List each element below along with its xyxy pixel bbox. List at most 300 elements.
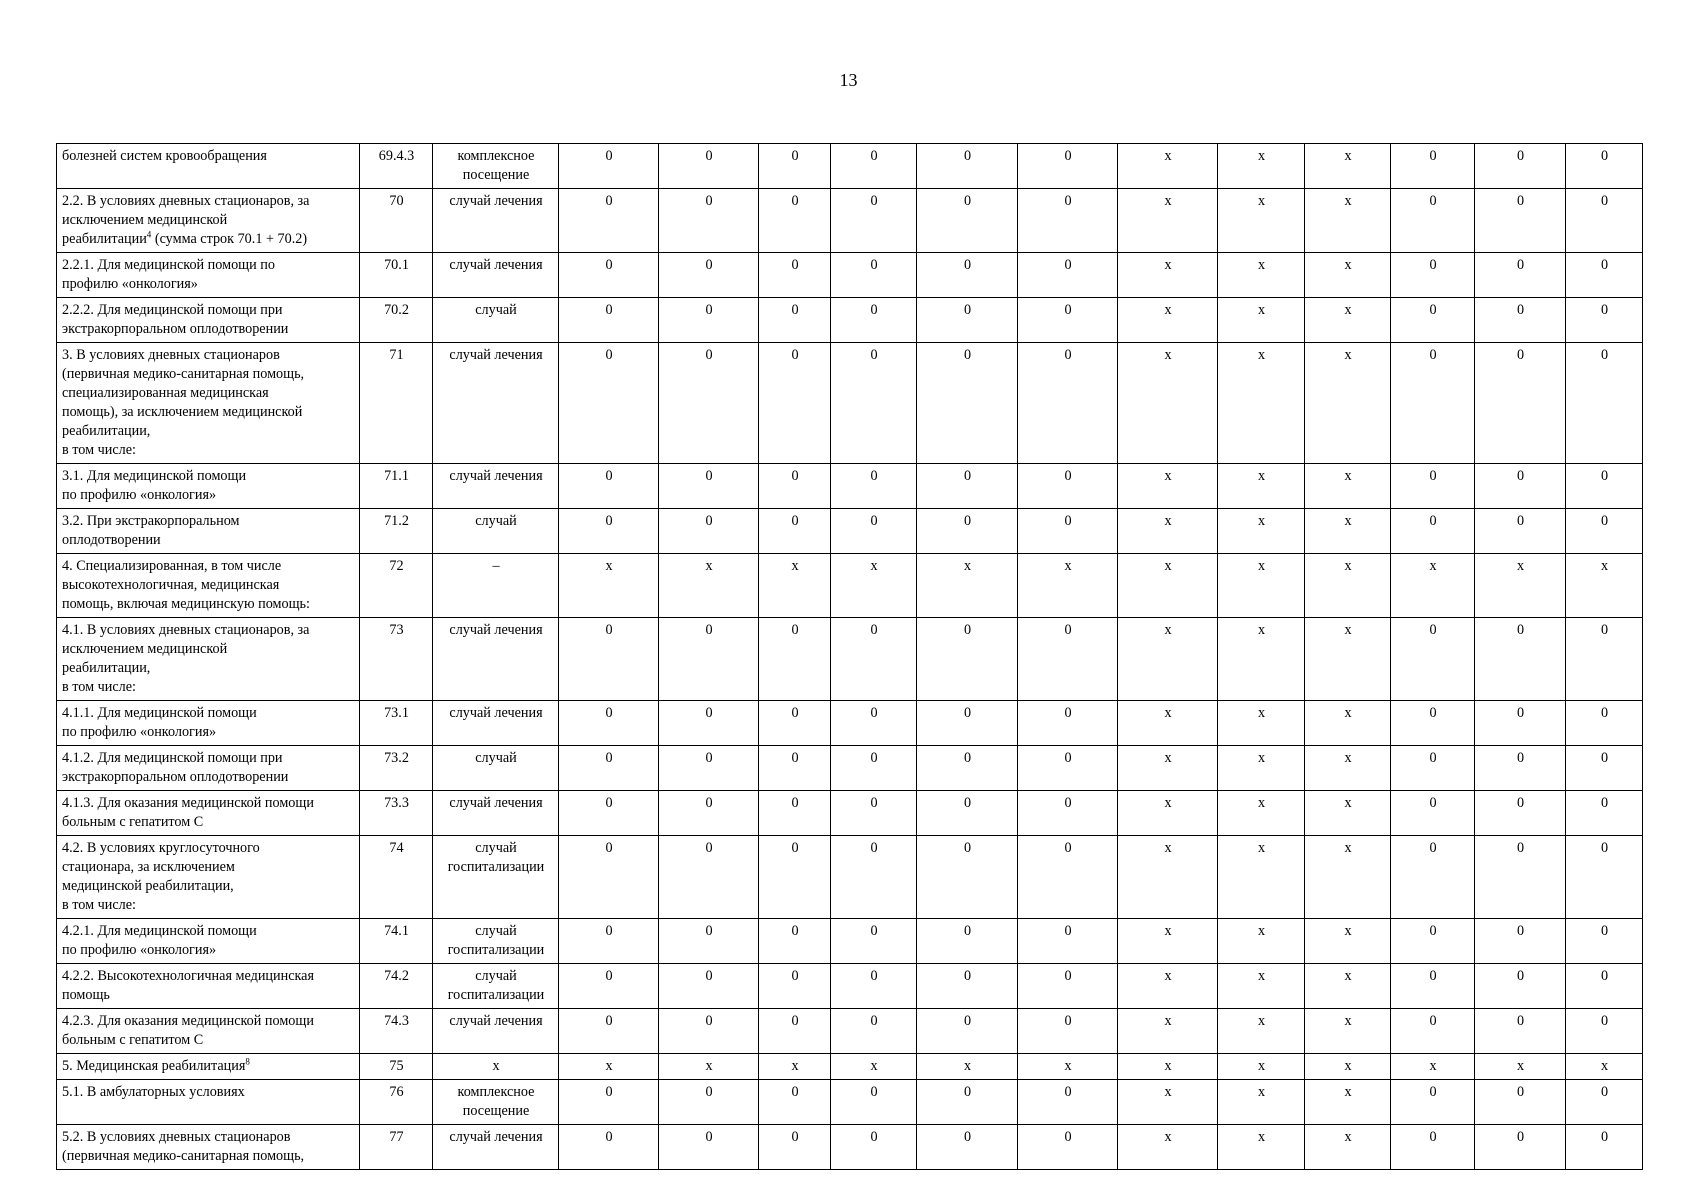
row-value: х (1218, 746, 1305, 791)
row-value: 0 (917, 1125, 1018, 1170)
row-value: х (1118, 701, 1218, 746)
row-value: х (1118, 1009, 1218, 1054)
row-value: 0 (559, 836, 659, 919)
row-unit: случай лечения (433, 343, 559, 464)
row-unit: случай лечения (433, 253, 559, 298)
row-value: 0 (1018, 919, 1118, 964)
row-value: х (1305, 964, 1391, 1009)
row-value: 0 (1018, 964, 1118, 1009)
table-row (57, 144, 1643, 189)
table-row (57, 964, 1643, 1009)
row-value: 0 (1391, 701, 1475, 746)
row-value: 0 (559, 1009, 659, 1054)
row-value: х (1118, 1054, 1218, 1080)
row-value: 0 (917, 144, 1018, 189)
row-code: 70.1 (360, 253, 433, 298)
table-row (57, 1009, 1643, 1054)
row-name-cell (57, 1125, 360, 1170)
row-name-cell (57, 746, 360, 791)
row-name-cell (57, 919, 360, 964)
row-value: 0 (1018, 298, 1118, 343)
row-value: 0 (559, 509, 659, 554)
row-name: 4.2.3. Для оказания медицинской помощи больным с гепатитом С (62, 1013, 314, 1048)
row-value: 0 (759, 253, 831, 298)
row-value: 0 (1566, 1009, 1643, 1054)
row-value: 0 (659, 464, 759, 509)
row-value: х (1118, 144, 1218, 189)
row-name: 4.1.1. Для медицинской помощи по профилю «онкология» (62, 705, 257, 740)
row-value: 0 (759, 746, 831, 791)
row-value: 0 (1391, 343, 1475, 464)
row-value: 0 (1566, 964, 1643, 1009)
row-value: 0 (559, 464, 659, 509)
row-value: 0 (759, 1080, 831, 1125)
row-unit: случай лечения (433, 618, 559, 701)
row-value: х (831, 554, 917, 618)
row-value: 0 (831, 618, 917, 701)
row-value: 0 (1475, 1080, 1566, 1125)
row-code: 75 (360, 1054, 433, 1080)
row-code: 73.3 (360, 791, 433, 836)
table-row (57, 1054, 1643, 1080)
row-value: 0 (917, 1009, 1018, 1054)
row-value: 0 (1391, 964, 1475, 1009)
row-unit: случай (433, 509, 559, 554)
table-row (57, 464, 1643, 509)
row-value: 0 (1018, 509, 1118, 554)
row-value: 0 (659, 746, 759, 791)
row-value: 0 (831, 1125, 917, 1170)
row-value: 0 (831, 1009, 917, 1054)
row-name: 3. В условиях дневных стационаров (первичная медико-санитарная помощь, специализированная медицинская помощь), за исключением медицинской реабилитации, в том числе: (62, 347, 305, 458)
row-value: 0 (559, 791, 659, 836)
row-value: 0 (1391, 618, 1475, 701)
row-name-cell (57, 701, 360, 746)
row-code: 71.2 (360, 509, 433, 554)
row-unit: случай лечения (433, 1009, 559, 1054)
row-name-tail: (сумма строк 70.1 + 70.2) (151, 231, 308, 247)
row-name: 5. Медицинская реабилитация (62, 1058, 246, 1074)
row-value: 0 (559, 746, 659, 791)
row-name-cell (57, 791, 360, 836)
row-value: 0 (1018, 189, 1118, 253)
row-value: х (1218, 298, 1305, 343)
row-value: х (1305, 701, 1391, 746)
row-value: х (1118, 464, 1218, 509)
row-value: х (1118, 618, 1218, 701)
row-name: 3.1. Для медицинской помощи по профилю «онкология» (62, 468, 247, 503)
row-value: 0 (1391, 836, 1475, 919)
row-value: 0 (659, 189, 759, 253)
row-value: 0 (1018, 464, 1118, 509)
row-value: х (1305, 1080, 1391, 1125)
row-value: 0 (1566, 298, 1643, 343)
row-value: 0 (1475, 509, 1566, 554)
row-value: 0 (559, 144, 659, 189)
row-value: 0 (831, 964, 917, 1009)
row-value: 0 (1566, 791, 1643, 836)
row-value: х (917, 1054, 1018, 1080)
row-value: х (917, 554, 1018, 618)
row-unit: случай лечения (433, 464, 559, 509)
row-name-cell (57, 144, 360, 189)
row-name: 4.1.2. Для медицинской помощи при экстракорпоральном оплодотворении (62, 750, 289, 785)
row-code: 72 (360, 554, 433, 618)
row-value: 0 (1475, 964, 1566, 1009)
row-value: 0 (759, 964, 831, 1009)
row-value: 0 (917, 464, 1018, 509)
row-value: 0 (759, 836, 831, 919)
row-value: х (1218, 1009, 1305, 1054)
row-value: 0 (831, 1080, 917, 1125)
table-body (57, 144, 1643, 1170)
row-unit: случай (433, 746, 559, 791)
table-row (57, 791, 1643, 836)
row-value: 0 (1475, 144, 1566, 189)
row-value: 0 (1566, 836, 1643, 919)
footnote-mark: 8 (245, 1056, 250, 1067)
row-value: 0 (1566, 343, 1643, 464)
row-value: х (1118, 791, 1218, 836)
row-name-cell (57, 253, 360, 298)
row-value: 0 (559, 1080, 659, 1125)
row-value: 0 (1566, 701, 1643, 746)
row-value: 0 (917, 509, 1018, 554)
row-value: 0 (659, 144, 759, 189)
row-name-cell (57, 1009, 360, 1054)
row-value: х (1118, 298, 1218, 343)
row-name: 4.2.1. Для медицинской помощи по профилю «онкология» (62, 923, 257, 958)
row-value: 0 (917, 1080, 1018, 1125)
row-value: 0 (917, 618, 1018, 701)
row-value: х (1118, 1080, 1218, 1125)
row-value: 0 (917, 701, 1018, 746)
table-row (57, 836, 1643, 919)
row-value: 0 (1566, 618, 1643, 701)
row-value: 0 (1475, 791, 1566, 836)
row-value: х (1118, 554, 1218, 618)
row-value: х (1218, 1080, 1305, 1125)
row-value: 0 (1018, 1009, 1118, 1054)
row-value: х (1305, 189, 1391, 253)
row-code: 71.1 (360, 464, 433, 509)
table-row (57, 509, 1643, 554)
row-code: 70.2 (360, 298, 433, 343)
row-value: 0 (559, 298, 659, 343)
row-code: 69.4.3 (360, 144, 433, 189)
row-value: х (1305, 618, 1391, 701)
row-value: 0 (1018, 701, 1118, 746)
row-value: 0 (1475, 298, 1566, 343)
row-value: 0 (659, 836, 759, 919)
row-value: х (1305, 253, 1391, 298)
row-name-cell (57, 836, 360, 919)
row-value: х (1218, 144, 1305, 189)
row-value: х (1218, 701, 1305, 746)
row-value: х (1305, 144, 1391, 189)
row-value: х (1218, 836, 1305, 919)
row-value: 0 (659, 298, 759, 343)
row-value: 0 (917, 964, 1018, 1009)
row-name: 2.2.2. Для медицинской помощи при экстракорпоральном оплодотворении (62, 302, 289, 337)
row-value: х (1475, 554, 1566, 618)
table-row (57, 746, 1643, 791)
row-value: х (1218, 964, 1305, 1009)
row-name-cell (57, 964, 360, 1009)
row-value: х (1391, 1054, 1475, 1080)
row-value: 0 (1391, 144, 1475, 189)
row-value: 0 (1475, 253, 1566, 298)
row-value: 0 (831, 253, 917, 298)
row-value: х (1118, 509, 1218, 554)
table-row (57, 1125, 1643, 1170)
row-value: 0 (659, 343, 759, 464)
row-value: 0 (659, 964, 759, 1009)
row-name: 2.2. В условиях дневных стационаров, за исключением медицинской реабилитации (62, 193, 310, 247)
row-name: 4.1.3. Для оказания медицинской помощи больным с гепатитом С (62, 795, 314, 830)
row-unit: случай госпитализации (433, 836, 559, 919)
row-unit: случай лечения (433, 1125, 559, 1170)
table-row (57, 618, 1643, 701)
row-value: 0 (1018, 618, 1118, 701)
row-value: х (1305, 791, 1391, 836)
row-value: х (759, 554, 831, 618)
table-row (57, 701, 1643, 746)
row-value: х (1305, 554, 1391, 618)
row-value: 0 (759, 618, 831, 701)
row-value: х (1305, 1009, 1391, 1054)
row-value: 0 (659, 919, 759, 964)
row-name-cell (57, 509, 360, 554)
row-value: 0 (831, 701, 917, 746)
row-value: 0 (831, 343, 917, 464)
row-value: 0 (759, 701, 831, 746)
row-name: 4.1. В условиях дневных стационаров, за исключением медицинской реабилитации, в том числе: (62, 622, 310, 695)
row-value: х (1305, 1125, 1391, 1170)
row-value: 0 (917, 791, 1018, 836)
row-value: х (1218, 253, 1305, 298)
row-value: х (1218, 1125, 1305, 1170)
row-value: х (1475, 1054, 1566, 1080)
row-unit: случай (433, 298, 559, 343)
row-value: х (1218, 1054, 1305, 1080)
row-value: 0 (831, 144, 917, 189)
row-value: 0 (759, 144, 831, 189)
row-value: 0 (659, 1125, 759, 1170)
row-value: 0 (1018, 836, 1118, 919)
row-code: 74.1 (360, 919, 433, 964)
row-value: 0 (831, 791, 917, 836)
row-value: х (1118, 189, 1218, 253)
row-name-cell (57, 343, 360, 464)
row-value: 0 (659, 509, 759, 554)
row-name: 4.2.2. Высокотехнологичная медицинская помощь (62, 968, 314, 1003)
row-value: 0 (1475, 701, 1566, 746)
row-value: 0 (831, 836, 917, 919)
row-value: х (1218, 509, 1305, 554)
row-value: х (1566, 554, 1643, 618)
row-name-cell (57, 554, 360, 618)
row-value: 0 (559, 701, 659, 746)
row-value: 0 (659, 618, 759, 701)
row-code: 73.1 (360, 701, 433, 746)
row-value: х (1305, 919, 1391, 964)
table-row (57, 1080, 1643, 1125)
row-value: х (1218, 791, 1305, 836)
table-row (57, 343, 1643, 464)
row-name-cell (57, 189, 360, 253)
row-value: х (1118, 343, 1218, 464)
row-value: х (1118, 253, 1218, 298)
row-value: 0 (917, 253, 1018, 298)
row-value: х (1018, 1054, 1118, 1080)
row-value: 0 (1566, 1080, 1643, 1125)
row-value: 0 (831, 509, 917, 554)
row-unit: комплексное посещение (433, 1080, 559, 1125)
row-value: 0 (1018, 253, 1118, 298)
row-value: 0 (917, 836, 1018, 919)
row-value: 0 (1391, 1009, 1475, 1054)
row-value: 0 (659, 1009, 759, 1054)
row-code: 74 (360, 836, 433, 919)
row-code: 77 (360, 1125, 433, 1170)
row-name: 5.1. В амбулаторных условиях (62, 1084, 245, 1100)
table-row (57, 253, 1643, 298)
row-value: 0 (559, 1125, 659, 1170)
row-value: х (1118, 1125, 1218, 1170)
row-unit: случай госпитализации (433, 964, 559, 1009)
row-value: 0 (1566, 144, 1643, 189)
row-value: 0 (1475, 919, 1566, 964)
row-code: 76 (360, 1080, 433, 1125)
row-value: 0 (759, 919, 831, 964)
row-value: 0 (759, 1125, 831, 1170)
row-value: 0 (917, 298, 1018, 343)
row-value: 0 (917, 746, 1018, 791)
row-value: 0 (759, 509, 831, 554)
row-value: х (1305, 464, 1391, 509)
row-value: х (831, 1054, 917, 1080)
row-value: 0 (559, 919, 659, 964)
row-unit: х (433, 1054, 559, 1080)
row-value: 0 (917, 919, 1018, 964)
row-name: болезней систем кровообращения (62, 148, 267, 164)
row-value: 0 (917, 343, 1018, 464)
row-value: 0 (1391, 1125, 1475, 1170)
row-value: 0 (759, 298, 831, 343)
row-value: 0 (1391, 509, 1475, 554)
row-value: 0 (831, 464, 917, 509)
row-value: 0 (1475, 618, 1566, 701)
row-value: х (1305, 1054, 1391, 1080)
row-value: 0 (1566, 253, 1643, 298)
row-value: 0 (1475, 1009, 1566, 1054)
footnote-mark: 4 (146, 229, 152, 240)
row-value: 0 (1566, 919, 1643, 964)
row-value: 0 (1475, 1125, 1566, 1170)
row-value: 0 (1018, 791, 1118, 836)
row-name-cell (57, 1054, 360, 1080)
row-value: 0 (759, 1009, 831, 1054)
row-value: х (659, 554, 759, 618)
row-value: 0 (1391, 746, 1475, 791)
row-value: 0 (759, 791, 831, 836)
row-value: х (1218, 618, 1305, 701)
row-value: 0 (1475, 189, 1566, 253)
row-value: х (1305, 298, 1391, 343)
row-value: х (1305, 509, 1391, 554)
row-value: х (1118, 836, 1218, 919)
row-unit: случай лечения (433, 189, 559, 253)
row-code: 73 (360, 618, 433, 701)
row-unit: комплексное посещение (433, 144, 559, 189)
row-value: х (559, 554, 659, 618)
row-value: 0 (1018, 343, 1118, 464)
row-unit: случай лечения (433, 701, 559, 746)
row-value: х (1118, 919, 1218, 964)
row-value: 0 (1391, 253, 1475, 298)
row-value: 0 (1566, 509, 1643, 554)
row-value: х (1218, 343, 1305, 464)
row-value: х (1305, 343, 1391, 464)
row-value: 0 (1475, 464, 1566, 509)
row-unit: – (433, 554, 559, 618)
row-value: 0 (831, 189, 917, 253)
row-value: 0 (917, 189, 1018, 253)
table-row (57, 554, 1643, 618)
row-value: х (1566, 1054, 1643, 1080)
row-value: х (1218, 464, 1305, 509)
row-value: х (1305, 746, 1391, 791)
row-value: х (1118, 746, 1218, 791)
table-row (57, 298, 1643, 343)
row-code: 74.2 (360, 964, 433, 1009)
row-value: 0 (1018, 1125, 1118, 1170)
row-value: 0 (1475, 836, 1566, 919)
row-value: 0 (759, 464, 831, 509)
row-value: 0 (1566, 746, 1643, 791)
row-value: х (1218, 554, 1305, 618)
row-value: 0 (1391, 298, 1475, 343)
row-value: 0 (1018, 746, 1118, 791)
row-value: х (1218, 919, 1305, 964)
row-value: 0 (1391, 464, 1475, 509)
row-value: х (1218, 189, 1305, 253)
row-name: 2.2.1. Для медицинской помощи по профилю «онкология» (62, 257, 275, 292)
row-value: 0 (1391, 1080, 1475, 1125)
row-name: 4. Специализированная, в том числе высокотехнологичная, медицинская помощь, включая медицинскую помощь: (62, 558, 310, 612)
row-value: 0 (559, 618, 659, 701)
row-value: х (1305, 836, 1391, 919)
row-name-cell (57, 298, 360, 343)
row-value: 0 (659, 1080, 759, 1125)
row-value: 0 (1566, 464, 1643, 509)
row-value: 0 (559, 343, 659, 464)
row-name-cell (57, 1080, 360, 1125)
data-table (56, 143, 1643, 1170)
row-value: 0 (1018, 144, 1118, 189)
table-row (57, 919, 1643, 964)
row-value: 0 (1391, 189, 1475, 253)
row-value: 0 (559, 253, 659, 298)
row-value: 0 (1018, 1080, 1118, 1125)
row-value: 0 (759, 343, 831, 464)
row-value: 0 (559, 964, 659, 1009)
row-value: 0 (1566, 1125, 1643, 1170)
row-value: х (1391, 554, 1475, 618)
row-value: 0 (1391, 919, 1475, 964)
row-value: 0 (831, 919, 917, 964)
